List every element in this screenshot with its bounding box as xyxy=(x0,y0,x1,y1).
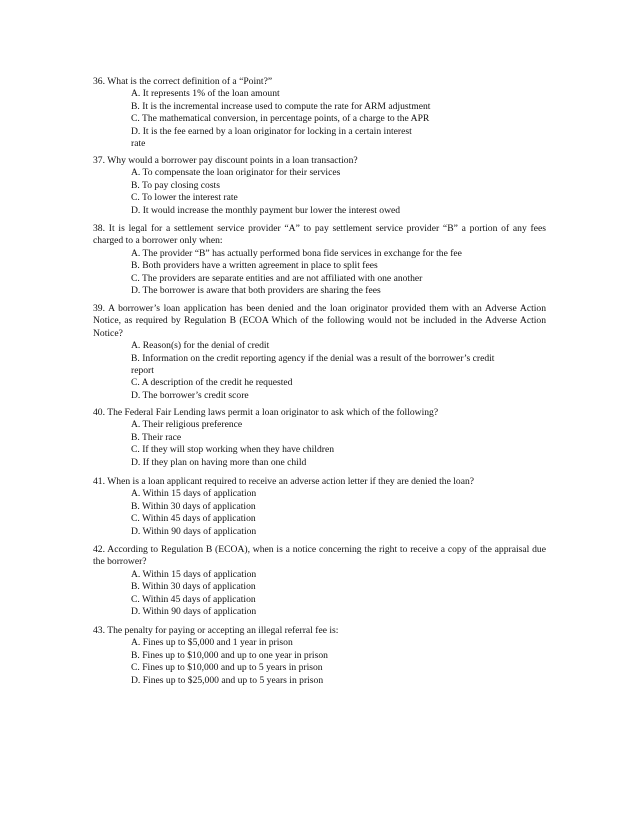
question-stem: 43. The penalty for paying or accepting an illegal referral fee is: xyxy=(93,625,339,636)
answer-option: D. The borrower is aware that both providers are sharing the fees xyxy=(131,285,381,297)
question-stem: 37. Why would a borrower pay discount points in a loan transaction? xyxy=(93,155,358,166)
answer-option: C. Fines up to $10,000 and up to 5 years in prison xyxy=(131,662,323,674)
question-stem: 41. When is a loan applicant required to receive an adverse action letter if they are denied the loan? xyxy=(93,476,475,487)
answer-option: A. Reason(s) for the denial of credit xyxy=(131,340,270,352)
answer-option: A. Fines up to $5,000 and 1 year in prison xyxy=(131,637,293,649)
answer-option: A. To compensate the loan originator for their services xyxy=(131,167,341,179)
answer-option: D. The borrower’s credit score xyxy=(131,389,249,401)
answer-option: D. Within 90 days of application xyxy=(131,525,257,537)
question-stem: 42. According to Regulation B (ECOA), when is a notice concerning the right to receive a copy of the appraisal due the borrower? xyxy=(93,544,546,568)
answer-options xyxy=(93,88,546,150)
answer-option: B. It is the incremental increase used to compute the rate for ARM adjustment xyxy=(131,100,431,112)
answer-option: B. To pay closing costs xyxy=(131,179,220,191)
answer-options xyxy=(93,419,546,469)
answer-option: A. The provider “B” has actually performed bona fide services in exchange for the fee xyxy=(131,247,462,259)
question-38 xyxy=(93,223,546,297)
question-43 xyxy=(93,625,546,687)
question-37 xyxy=(93,155,546,217)
answer-option: B. Within 30 days of application xyxy=(131,500,256,512)
answer-option: B. Information on the credit reporting agency if the denial was a result of the borrower’s credit xyxy=(131,352,495,364)
answer-option: D. Within 90 days of application xyxy=(131,606,257,618)
answer-option: A. Within 15 days of application xyxy=(131,568,257,580)
answer-option: A. It represents 1% of the loan amount xyxy=(131,88,280,100)
answer-option: D. If they plan on having more than one child xyxy=(131,456,307,468)
answer-options xyxy=(93,248,546,298)
answer-option-continuation: rate xyxy=(131,138,146,150)
answer-option: C. Within 45 days of application xyxy=(131,513,256,525)
answer-options xyxy=(93,340,546,402)
answer-option: B. Fines up to $10,000 and up to one year in prison xyxy=(131,649,328,661)
question-36 xyxy=(93,76,546,150)
answer-option: C. To lower the interest rate xyxy=(131,192,238,204)
question-stem: 39. A borrower’s loan application has been denied and the loan originator provided them with an Adverse Action Notice, as required by Regulation B (ECOA Which of the following would not be included in the Adverse Action Notice? xyxy=(93,303,546,339)
answer-option: A. Within 15 days of application xyxy=(131,488,257,500)
question-stem: 36. What is the correct definition of a “Point?” xyxy=(93,76,273,87)
question-stem: 40. The Federal Fair Lending laws permit a loan originator to ask which of the following? xyxy=(93,407,439,418)
answer-option: D. It is the fee earned by a loan originator for locking in a certain interest xyxy=(131,125,412,137)
answer-options xyxy=(93,569,546,619)
question-stem: 38. It is legal for a settlement service provider “A” to pay settlement service provider “B” a portion of any fees charged to a borrower only when: xyxy=(93,223,546,247)
answer-option: C. A description of the credit he requested xyxy=(131,377,293,389)
answer-option: B. Their race xyxy=(131,431,182,443)
answer-option: C. The providers are separate entities and are not affiliated with one another xyxy=(131,272,423,284)
answer-option: A. Their religious preference xyxy=(131,419,243,431)
answer-option: C. If they will stop working when they have children xyxy=(131,444,335,456)
question-39 xyxy=(93,303,546,402)
question-40 xyxy=(93,407,546,469)
answer-options xyxy=(93,167,546,217)
answer-option: B. Both providers have a written agreement in place to split fees xyxy=(131,260,378,272)
answer-option-continuation: report xyxy=(131,365,154,377)
answer-option: C. Within 45 days of application xyxy=(131,593,256,605)
answer-option: D. It would increase the monthly payment bur lower the interest owed xyxy=(131,204,401,216)
answer-option: B. Within 30 days of application xyxy=(131,581,256,593)
answer-option: D. Fines up to $25,000 and up to 5 years in prison xyxy=(131,674,324,686)
answer-option: C. The mathematical conversion, in percentage points, of a charge to the APR xyxy=(131,113,430,125)
answer-options xyxy=(93,488,546,538)
answer-options xyxy=(93,637,546,687)
question-42 xyxy=(93,544,546,618)
question-41 xyxy=(93,476,546,538)
